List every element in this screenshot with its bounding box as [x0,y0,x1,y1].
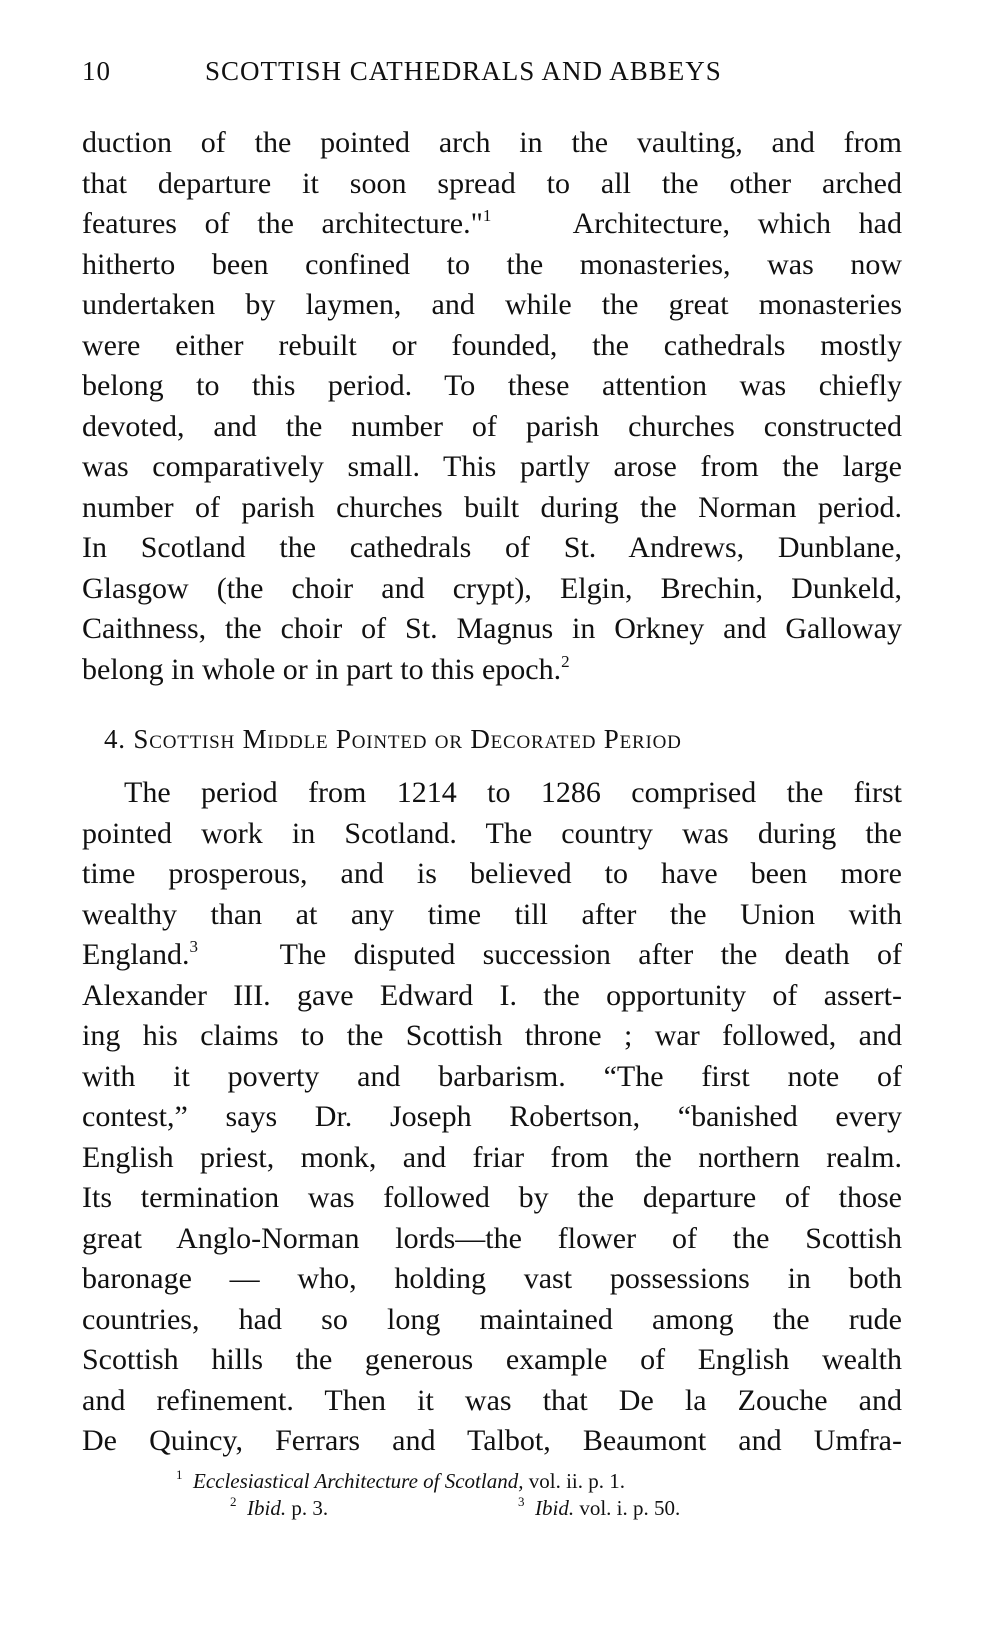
text-line: Alexander III. gave Edward I. the opportunity of assert- [82,978,902,1012]
text-line: Scottish hills the generous example of English wealth [82,1343,902,1376]
text-line: De Quincy, Ferrars and Talbot, Beaumont and Umfra- [82,1424,902,1457]
footnote-title: Ibid. [535,1496,575,1520]
text-line: Caithness, the choir of St. Magnus in Orkney and Galloway [82,612,902,645]
text-line-part: England. [82,938,190,971]
text-line [82,935,902,976]
footnote-3 [518,1493,680,1523]
text-line: Glasgow (the choir and crypt), Elgin, Brechin, Dunkeld, [82,571,902,605]
text-line: pointed work in Scotland. The country was during the [82,816,902,850]
section-heading: 4. Scottish Middle Pointed or Decorated Period [104,724,682,754]
text-line: that departure it soon spread to all the other arched [82,166,902,200]
text-line [82,204,902,245]
footnote-ref-text: vol. i. p. 50. [579,1496,681,1520]
running-title: SCOTTISH CATHEDRALS AND ABBEYS [205,56,722,86]
text-line: was comparatively small. This partly arose from the large [82,450,902,483]
text-line: time prosperous, and is believed to have been more [82,857,902,890]
footnote-ref: 1 [482,206,492,225]
text-line: ing his claims to the Scottish throne ; war followed, and [82,1019,902,1052]
text-line: belong to this period. To these attention was chiefly [82,369,902,402]
footnote-title: Ibid. [247,1496,287,1520]
text-line: duction of the pointed arch in the vaulting, and from [82,126,902,159]
paragraph-pointed-period [82,123,902,690]
footnote-ref-text: p. 3. [291,1496,329,1520]
footnote-ref: 2 [561,651,570,671]
footnote-ref: 3 [189,937,198,956]
text-line-part: features of the architecture." [82,207,483,240]
paragraph-decorated-period [82,773,902,1462]
text-line-part: belong in whole or in part to this epoch. [82,652,562,686]
footnote-2 [230,1493,328,1523]
text-line: were either rebuilt or founded, the cathedrals mostly [82,328,902,362]
text-line: countries, had so long maintained among the rude [82,1302,902,1336]
text-line: with it poverty and barbarism. “The first note of [82,1059,902,1093]
text-line: and refinement. Then it was that De la Zouche and [82,1383,902,1417]
text-line: contest,” says Dr. Joseph Robertson, “banished every [82,1100,902,1133]
text-line-part: The disputed succession after the death of [279,938,902,971]
text-line: number of parish churches built during the Norman period. [82,490,902,524]
text-line [82,650,902,691]
text-line: In Scotland the cathedrals of St. Andrews, Dunblane, [82,531,902,564]
footnote-mark: 3 [518,1494,525,1509]
text-line: English priest, monk, and friar from the northern realm. [82,1140,902,1174]
footnote-mark: 1 [176,1467,183,1482]
text-line: devoted, and the number of parish churches constructed [82,409,902,443]
footnote-title: Ecclesiastical Architecture of Scotland, [193,1469,524,1493]
text-line: The period from 1214 to 1286 comprised the first [124,776,902,809]
footnote-1 [176,1466,625,1496]
text-line: wealthy than at any time till after the Union with [82,897,902,931]
text-line: baronage — who, holding vast possessions in both [82,1262,902,1295]
text-line: Its termination was followed by the departure of those [82,1181,902,1214]
text-line: great Anglo-Norman lords—the flower of the Scottish [82,1221,902,1255]
running-head [82,56,902,96]
page-number: 10 [82,56,111,86]
text-line: undertaken by laymen, and while the great monasteries [82,288,902,321]
footnote-mark: 2 [230,1494,237,1509]
footnote-ref-text: vol. ii. p. 1. [528,1469,625,1493]
text-line-part: Architecture, which had [572,207,902,240]
text-line: hitherto been confined to the monasteries, was now [82,247,902,281]
